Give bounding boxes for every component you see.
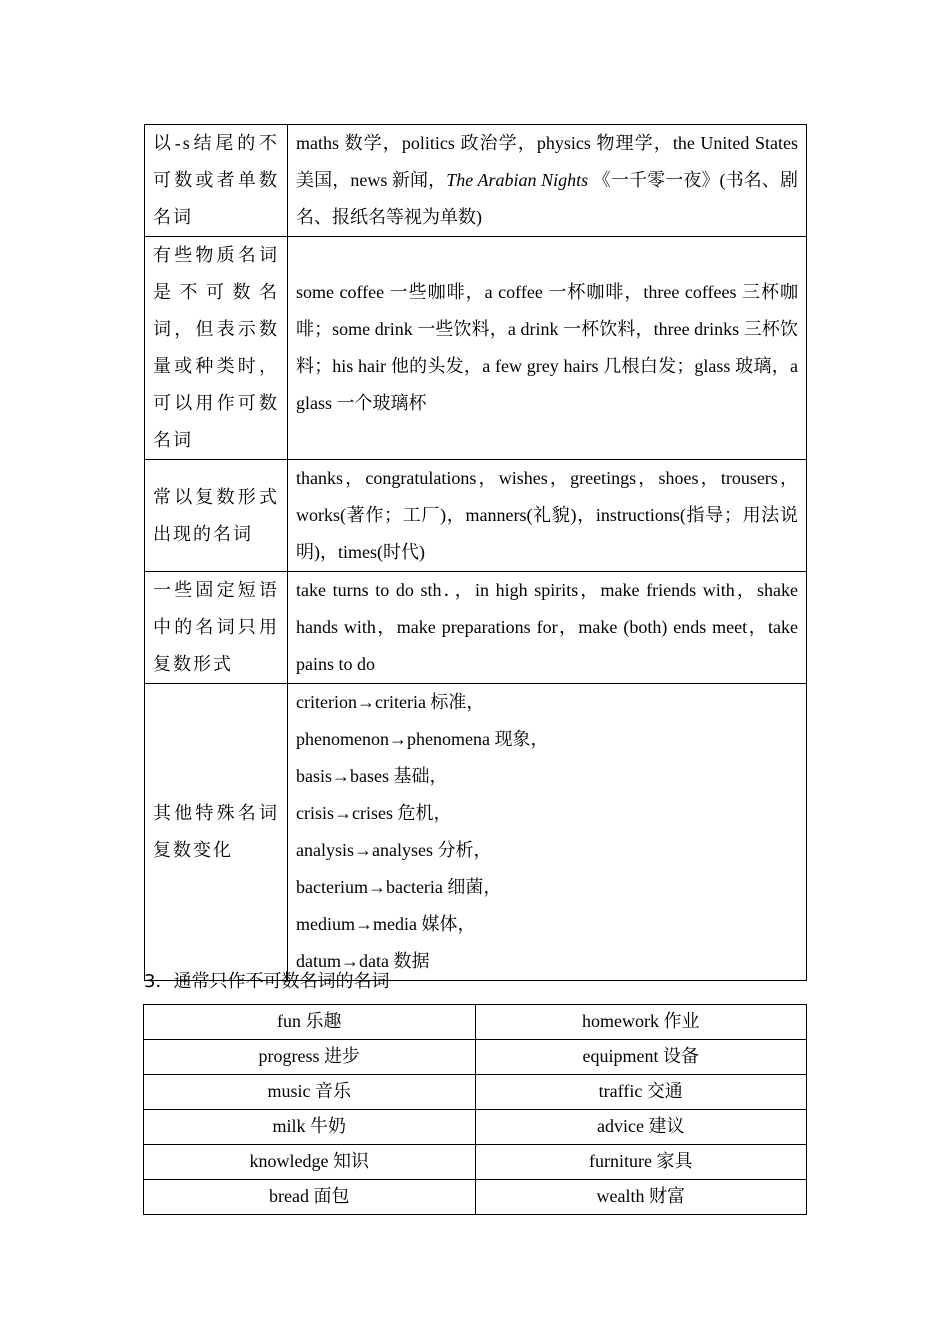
table-row	[144, 1075, 807, 1110]
plural-change-line: analysis→analyses 分析，	[296, 840, 492, 860]
noun-text: advice 建议	[597, 1116, 685, 1136]
noun-text: fun 乐趣	[277, 1011, 342, 1031]
table-row	[144, 1005, 807, 1040]
plural-change-line: basis→bases 基础，	[296, 766, 448, 786]
noun-text: equipment 设备	[582, 1046, 699, 1066]
table-cell	[144, 1040, 476, 1075]
noun-text: knowledge 知识	[249, 1151, 369, 1171]
table-cell	[144, 1180, 476, 1215]
plural-change-line: crisis→crises 危机，	[296, 803, 452, 823]
examples-cell: some coffee 一些咖啡，a coffee 一杯咖啡，three coffees 三杯咖啡；some drink 一些饮料，a drink 一杯饮料，three drinks 三杯饮料；his hair 他的头发，a few grey hairs 几根白发；glass 玻璃，a glass 一个玻璃杯	[288, 237, 807, 460]
table-cell	[475, 1110, 807, 1145]
plural-change-line: datum→data 数据	[296, 951, 430, 971]
examples-cell: thanks，congratulations，wishes，greetings，shoes，trousers，works(著作；工厂)，manners(礼貌)，instructions(指导；用法说明)，times(时代)	[288, 460, 807, 572]
plural-change-line: bacterium→bacteria 细菌，	[296, 877, 502, 897]
section-heading: 3．通常只作不可数名词的名词	[144, 971, 390, 992]
table-cell	[475, 1075, 807, 1110]
plural-change-line: medium→media 媒体，	[296, 914, 476, 934]
category-cell: 常以复数形式出现的名词	[145, 460, 288, 572]
table-cell	[144, 1145, 476, 1180]
table-row	[144, 1110, 807, 1145]
table-cell	[475, 1040, 807, 1075]
table-row	[144, 1145, 807, 1180]
uncountable-nouns-table	[143, 1004, 807, 1215]
examples-cell	[288, 684, 807, 981]
table-row	[144, 1040, 807, 1075]
noun-text: traffic 交通	[598, 1081, 683, 1101]
examples-text-cont: 《一千零一夜》(书名、剧名、报纸名等视为单数)	[296, 170, 798, 227]
table-cell	[144, 1005, 476, 1040]
book-title: The Arabian Nights	[446, 170, 589, 190]
category-cell: 其他特殊名词复数变化	[145, 684, 288, 981]
noun-text: music 音乐	[267, 1081, 351, 1101]
noun-text: progress 进步	[258, 1046, 360, 1066]
examples-cell: take turns to do sth．，in high spirits，make friends with，shake hands with，make preparations for，make (both) ends meet，take pains to do	[288, 572, 807, 684]
examples-cell	[288, 125, 807, 237]
category-cell: 有些物质名词是不可数名词，但表示数量或种类时，可以用作可数名词	[145, 237, 288, 460]
table-cell	[475, 1005, 807, 1040]
table-cell	[475, 1145, 807, 1180]
category-cell: 一些固定短语中的名词只用复数形式	[145, 572, 288, 684]
table-row	[144, 1180, 807, 1215]
table-cell	[475, 1180, 807, 1215]
noun-text: homework 作业	[582, 1011, 700, 1031]
noun-text: milk 牛奶	[272, 1116, 346, 1136]
plural-change-line: criterion→criteria 标准，	[296, 692, 485, 712]
examples-text: maths 数学，politics 政治学，physics 物理学，the United States 美国，news 新闻，	[296, 133, 798, 190]
plural-change-line: phenomenon→phenomena 现象，	[296, 729, 549, 749]
table-cell	[144, 1075, 476, 1110]
noun-text: bread 面包	[269, 1186, 350, 1206]
category-cell: 以-s结尾的不可数或者单数名词	[145, 125, 288, 237]
special-plural-nouns-table	[144, 124, 807, 981]
table-cell	[144, 1110, 476, 1145]
noun-text: furniture 家具	[589, 1151, 693, 1171]
noun-text: wealth 财富	[596, 1186, 685, 1206]
